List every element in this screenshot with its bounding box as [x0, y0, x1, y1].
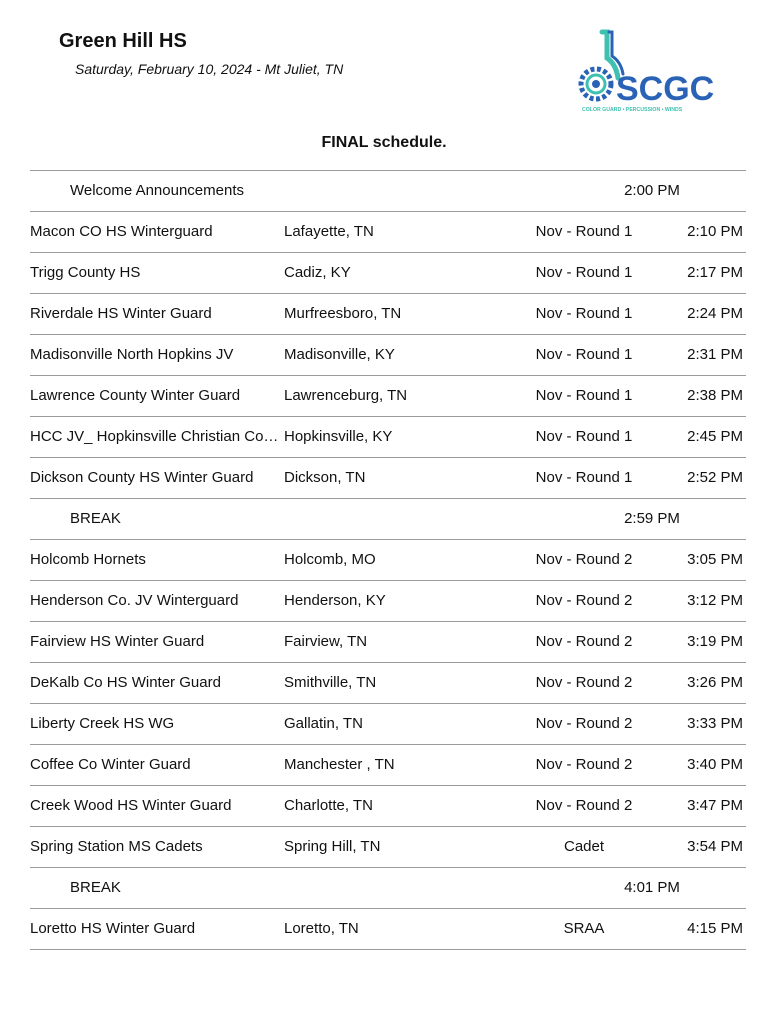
performer-name: Macon CO HS Winterguard: [30, 223, 213, 240]
performer-name: DeKalb Co HS Winter Guard: [30, 674, 221, 691]
logo-text: SCGC: [616, 70, 715, 108]
performer-division: Nov - Round 1: [535, 223, 633, 240]
performer-location: Gallatin, TN: [284, 715, 363, 732]
event-date-location: Saturday, February 10, 2024 - Mt Juliet, TN: [75, 61, 344, 77]
performer-name: Madisonville North Hopkins JV: [30, 346, 234, 363]
page-title: Green Hill HS: [59, 30, 187, 52]
performance-time: 2:45 PM: [687, 428, 743, 445]
performer-name: HCC JV_ Hopkinsville Christian Co…: [30, 428, 279, 445]
schedule-event-row: [30, 868, 746, 909]
performance-time: 3:54 PM: [687, 838, 743, 855]
schedule-row: [30, 745, 746, 786]
schedule-table: [30, 170, 746, 950]
performance-time: 3:26 PM: [687, 674, 743, 691]
schedule-row: [30, 540, 746, 581]
schedule-event-time: 2:00 PM: [624, 182, 680, 199]
schedule-event-label: BREAK: [70, 510, 121, 527]
performer-division: Nov - Round 2: [535, 756, 633, 773]
performer-name: Loretto HS Winter Guard: [30, 920, 196, 937]
schedule-event-row: [30, 499, 746, 540]
schedule-event-time: 4:01 PM: [624, 879, 680, 896]
schedule-row: [30, 294, 746, 335]
performer-location: Cadiz, KY: [284, 264, 351, 281]
performer-location: Holcomb, MO: [284, 551, 376, 568]
performer-name: Holcomb Hornets: [30, 551, 146, 568]
schedule-event-time: 2:59 PM: [624, 510, 680, 527]
performance-time: 3:33 PM: [687, 715, 743, 732]
performance-time: 3:05 PM: [687, 551, 743, 568]
performer-division: Nov - Round 1: [535, 387, 633, 404]
performer-division: Nov - Round 1: [535, 264, 633, 281]
performer-division: Nov - Round 1: [535, 346, 633, 363]
performer-location: Fairview, TN: [284, 633, 368, 650]
performance-time: 3:19 PM: [687, 633, 743, 650]
schedule-row: [30, 417, 746, 458]
performer-division: Nov - Round 1: [535, 428, 633, 445]
performer-location: Loretto, TN: [284, 920, 359, 937]
performance-time: 3:40 PM: [687, 756, 743, 773]
performer-location: Hopkinsville, KY: [284, 428, 393, 445]
schedule-row: [30, 376, 746, 417]
performer-name: Trigg County HS: [30, 264, 141, 281]
performer-name: Riverdale HS Winter Guard: [30, 305, 212, 322]
performer-division: Nov - Round 2: [535, 715, 633, 732]
performer-location: Henderson, KY: [284, 592, 386, 609]
performer-name: Coffee Co Winter Guard: [30, 756, 191, 773]
performer-division: Nov - Round 2: [535, 592, 633, 609]
performance-time: 2:24 PM: [687, 305, 743, 322]
schedule-row: [30, 253, 746, 294]
performer-location: Lawrenceburg, TN: [284, 387, 408, 404]
scgc-logo: [574, 28, 716, 116]
schedule-row: [30, 704, 746, 745]
performer-name: Lawrence County Winter Guard: [30, 387, 241, 404]
performer-name: Liberty Creek HS WG: [30, 715, 175, 732]
performer-location: Spring Hill, TN: [284, 838, 381, 855]
schedule-event-row: [30, 171, 746, 212]
performer-location: Charlotte, TN: [284, 797, 373, 814]
performer-division: Cadet: [563, 838, 605, 855]
logo-tagline: COLOR GUARD • PERCUSSION • WINDS: [582, 107, 683, 113]
schedule-row: [30, 786, 746, 827]
schedule-event-label: BREAK: [70, 879, 121, 896]
schedule-row: [30, 335, 746, 376]
schedule-row: [30, 827, 746, 868]
performer-division: Nov - Round 2: [535, 797, 633, 814]
schedule-row: [30, 212, 746, 253]
performer-division: Nov - Round 1: [535, 469, 633, 486]
performance-time: 2:17 PM: [687, 264, 743, 281]
performance-time: 4:15 PM: [687, 920, 743, 937]
performance-time: 2:52 PM: [687, 469, 743, 486]
performer-division: Nov - Round 2: [535, 674, 633, 691]
schedule-row: [30, 663, 746, 704]
performer-location: Smithville, TN: [284, 674, 377, 691]
performance-time: 2:31 PM: [687, 346, 743, 363]
performer-name: Creek Wood HS Winter Guard: [30, 797, 232, 814]
performance-time: 3:12 PM: [687, 592, 743, 609]
performer-name: Henderson Co. JV Winterguard: [30, 592, 239, 609]
performance-time: 2:10 PM: [687, 223, 743, 240]
performer-location: Dickson, TN: [284, 469, 366, 486]
performer-name: Fairview HS Winter Guard: [30, 633, 205, 650]
schedule-heading: FINAL schedule.: [321, 134, 447, 151]
schedule-row: [30, 581, 746, 622]
performance-time: 2:38 PM: [687, 387, 743, 404]
performer-division: Nov - Round 1: [535, 305, 633, 322]
performer-division: Nov - Round 2: [535, 551, 633, 568]
performer-name: Dickson County HS Winter Guard: [30, 469, 254, 486]
performer-division: Nov - Round 2: [535, 633, 633, 650]
schedule-row: [30, 622, 746, 663]
performer-location: Murfreesboro, TN: [284, 305, 402, 322]
performer-division: SRAA: [563, 920, 605, 937]
performer-location: Lafayette, TN: [284, 223, 374, 240]
performer-location: Madisonville, KY: [284, 346, 395, 363]
schedule-row: [30, 909, 746, 950]
performer-name: Spring Station MS Cadets: [30, 838, 203, 855]
schedule-row: [30, 458, 746, 499]
performance-time: 3:47 PM: [687, 797, 743, 814]
performer-location: Manchester , TN: [284, 756, 395, 773]
schedule-event-label: Welcome Announcements: [70, 182, 244, 199]
